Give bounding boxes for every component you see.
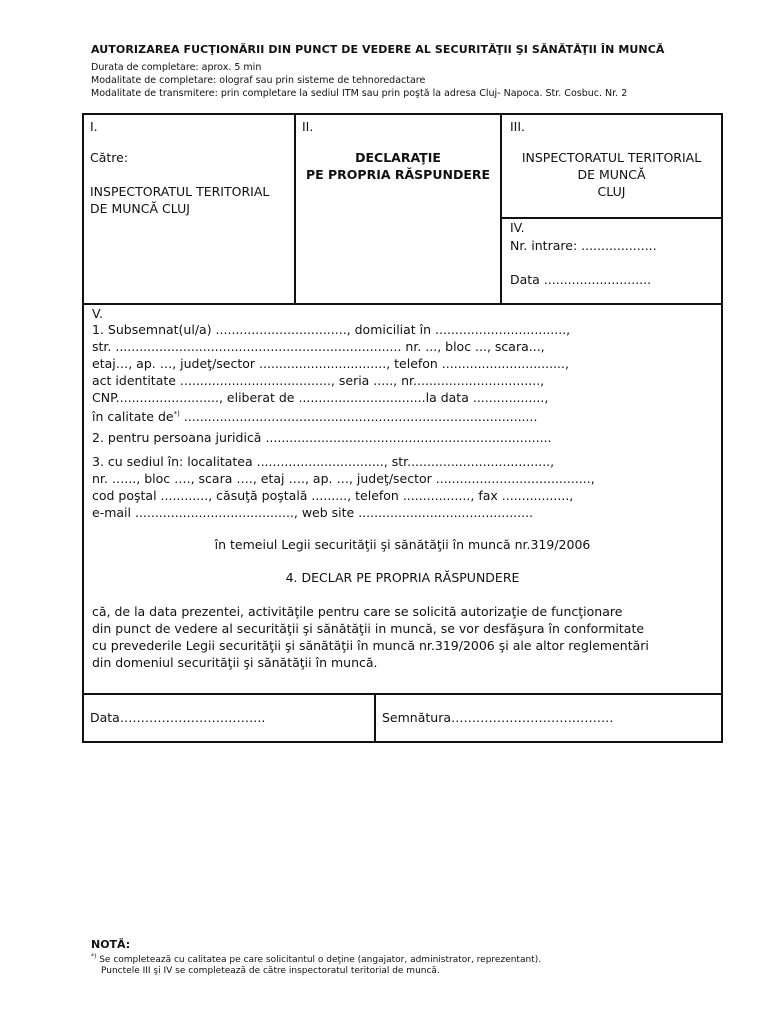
note-line-2: Punctele III şi IV se completează de către inspectoratul teritorial de muncă. [101,966,440,976]
inspectorate-line-3: CLUJ [597,184,626,199]
date-box [82,693,376,743]
declaration-subtitle: PE PROPRIA RĂSPUNDERE [305,167,491,182]
section-4-box [500,217,723,305]
completion-method: Modalitate de completare: olograf sau prin sisteme de tehnoredactare [91,75,426,86]
section-2-box [294,113,502,305]
entry-number-field[interactable]: Nr. intrare: ................... [510,238,657,253]
street-line[interactable]: str. ........................................................................ nr. ..., bloc ..., scara..., [92,339,545,354]
declaration-text-2: din punct de vedere al securităţii şi sănătăţii in muncă, se vor desfăşura în conformitate [92,621,645,636]
transmission-method: Modalitate de transmitere: prin completare la sediul ITM sau prin poştă la adresa Cluj- Napoca. Str. Cosbuc. Nr. 2 [91,88,628,99]
section-3-number: III. [510,119,526,134]
section-4-number: IV. [510,220,525,235]
signature-box [374,693,723,743]
cnp-line[interactable]: CNP.........................., eliberat de ................................la data .................., [92,390,549,405]
note-heading: NOTĂ: [91,938,131,951]
section-5-number: V. [92,306,103,321]
form-title: AUTORIZAREA FUCŢIONĂRII DIN PUNCT DE VEDERE AL SECURITĂŢII ŞI SĂNĂTĂŢII ÎN MUNCĂ [91,43,665,56]
inspectorate-line-1: INSPECTORATUL TERITORIAL [521,150,702,165]
email-line[interactable]: e-mail ........................................, web site ............................................ [92,505,534,520]
declaration-text-1: că, de la data prezentei, activităţile pentru care se solicită autorizaţie de funcţionare [92,604,623,619]
inspectorate-line-2: DE MUNCĂ [577,167,646,182]
note-text-1: Se completează cu calitatea pe care solicitantul o deţine (angajator, administrator, reprezentant). [96,955,542,965]
note-mark: *) [91,953,97,960]
applicant-name-line[interactable]: 1. Subsemnat(ul/a) ................................., domiciliat în ................................., [92,322,571,337]
date-field[interactable]: Data…………………………….. [90,710,266,725]
capacity-label: în calitate de [92,409,174,425]
section-1-box [82,113,296,305]
postal-line[interactable]: cod poştal ............, căsuţă poştală ........., telefon ................., fax ................., [92,488,574,503]
declaration-heading: 4. DECLAR PE PROPRIA RĂSPUNDERE [285,570,520,585]
headquarters-line[interactable]: 3. cu sediul în: localitatea ................................, str...................................., [92,454,555,469]
declaration-text-3: cu prevederile Legii securităţii şi sănătăţii în muncă nr.319/2006 şi ale altor reglementări [92,638,649,653]
declaration-form [82,113,723,743]
note-line-1 [91,953,541,965]
identity-line[interactable]: act identitate ......................................, seria ....., nr................................, [92,373,545,388]
entry-date-field[interactable]: Data ........................... [510,272,652,287]
declaration-title: DECLARAŢIE [355,150,441,165]
floor-line[interactable]: etaj…, ap. …, judeţ/sector ................................, telefon ..............................., [92,356,569,371]
section-2-number: II. [302,119,314,134]
completion-time: Durata de completare: aprox. 5 min [91,62,262,73]
legal-basis: în temeiul Legii securităţii şi sănătăţii în muncă nr.319/2006 [214,537,591,552]
recipient-line-1: INSPECTORATUL TERITORIAL [90,184,270,199]
signature-field[interactable]: Semnătura………………………………… [382,710,614,725]
capacity-dots: ......................................................................................... [179,409,538,425]
capacity-line[interactable] [92,406,716,425]
address-line[interactable]: nr. …..., bloc …., scara …., etaj …., ap. …, judeţ/sector ......................................., [92,471,595,486]
declaration-text-4: din domeniul securităţii şi sănătăţii în muncă. [92,655,378,670]
recipient-line-2: DE MUNCĂ CLUJ [90,201,190,216]
footnote-mark: *) [173,410,180,418]
section-3-box [500,113,723,219]
section-1-number: I. [90,119,98,134]
to-label: Către: [90,150,129,165]
legal-entity-line[interactable]: 2. pentru persoana juridică ........................................................................ [92,430,552,445]
section-5-box [82,303,723,695]
